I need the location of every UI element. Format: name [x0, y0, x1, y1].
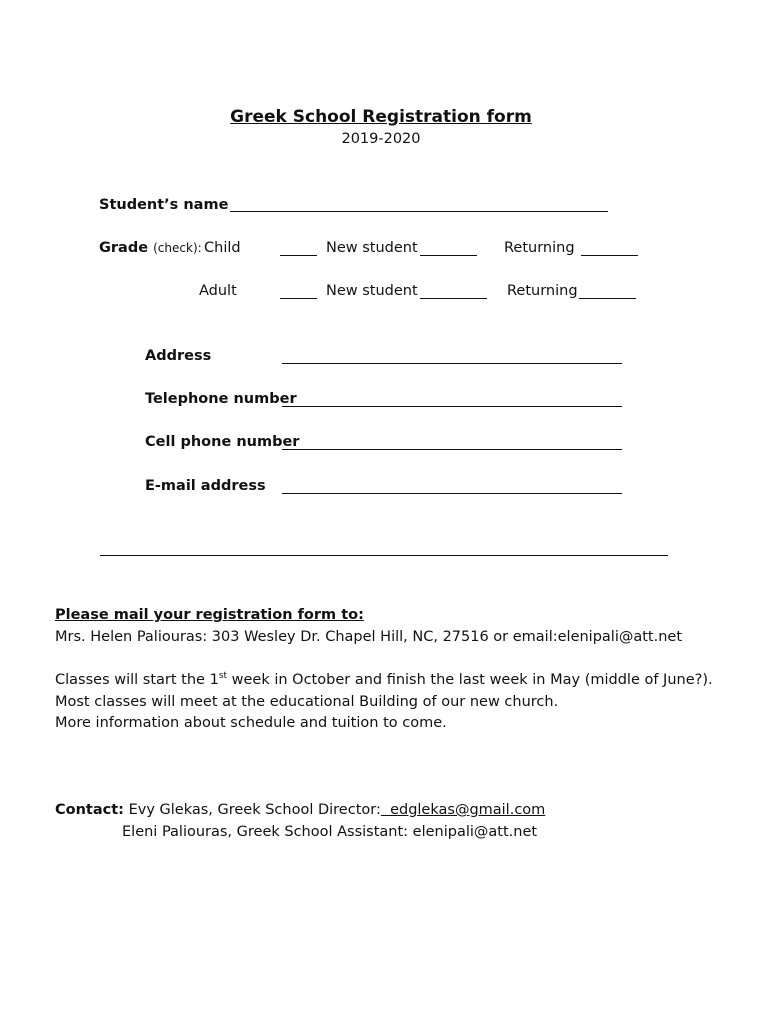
classes-start-line	[55, 673, 713, 688]
classes-start-text-b: week in October and finish the last week in May (middle of June?).	[227, 672, 713, 688]
adult-label: Adult	[199, 283, 237, 299]
child-new-student-field[interactable]	[420, 255, 477, 256]
adult-checkbox-blank[interactable]	[280, 298, 317, 299]
address-label: Address	[145, 348, 212, 364]
grade-label	[99, 241, 202, 256]
address-field[interactable]	[282, 363, 622, 364]
child-label: Child	[204, 240, 241, 256]
child-returning-field[interactable]	[581, 255, 638, 256]
contact-line-assistant: Eleni Paliouras, Greek School Assistant: elenipali@att.net	[122, 824, 538, 840]
adult-new-student-field[interactable]	[420, 298, 487, 299]
mail-recipient-line: Mrs. Helen Paliouras: 303 Wesley Dr. Chapel Hill, NC, 27516 or email:elenipali@att.net	[55, 629, 683, 645]
contact-label: Contact:	[55, 802, 124, 818]
classes-location-line: Most classes will meet at the educational Building of our new church.	[55, 694, 559, 710]
director-email-link[interactable]: edglekas@gmail.com	[380, 802, 546, 818]
student-name-field[interactable]	[230, 211, 608, 212]
ordinal-suffix: st	[218, 671, 228, 682]
divider-line	[100, 555, 668, 556]
adult-new-student-label: New student	[326, 283, 418, 299]
telephone-field[interactable]	[282, 406, 622, 407]
school-year: 2019-2020	[341, 131, 421, 147]
director-text: Evy Glekas, Greek School Director:	[128, 802, 381, 818]
form-title: Greek School Registration form	[230, 107, 532, 127]
child-checkbox-blank[interactable]	[280, 255, 317, 256]
email-label: E-mail address	[145, 478, 266, 494]
email-field[interactable]	[282, 493, 622, 494]
cell-phone-label: Cell phone number	[145, 434, 300, 450]
child-returning-label: Returning	[504, 240, 575, 256]
child-new-student-label: New student	[326, 240, 418, 256]
classes-start-text-a: Classes will start the 1	[55, 672, 219, 688]
grade-label-text: Grade	[99, 240, 149, 256]
contact-line-director	[55, 803, 545, 818]
cell-phone-field[interactable]	[282, 449, 622, 450]
grade-check-note: (check):	[153, 241, 202, 255]
student-name-label: Student’s name	[99, 197, 229, 213]
mail-heading: Please mail your registration form to:	[55, 607, 364, 623]
adult-returning-field[interactable]	[579, 298, 636, 299]
adult-returning-label: Returning	[507, 283, 578, 299]
more-info-line: More information about schedule and tuition to come.	[55, 715, 447, 731]
telephone-label: Telephone number	[145, 391, 297, 407]
